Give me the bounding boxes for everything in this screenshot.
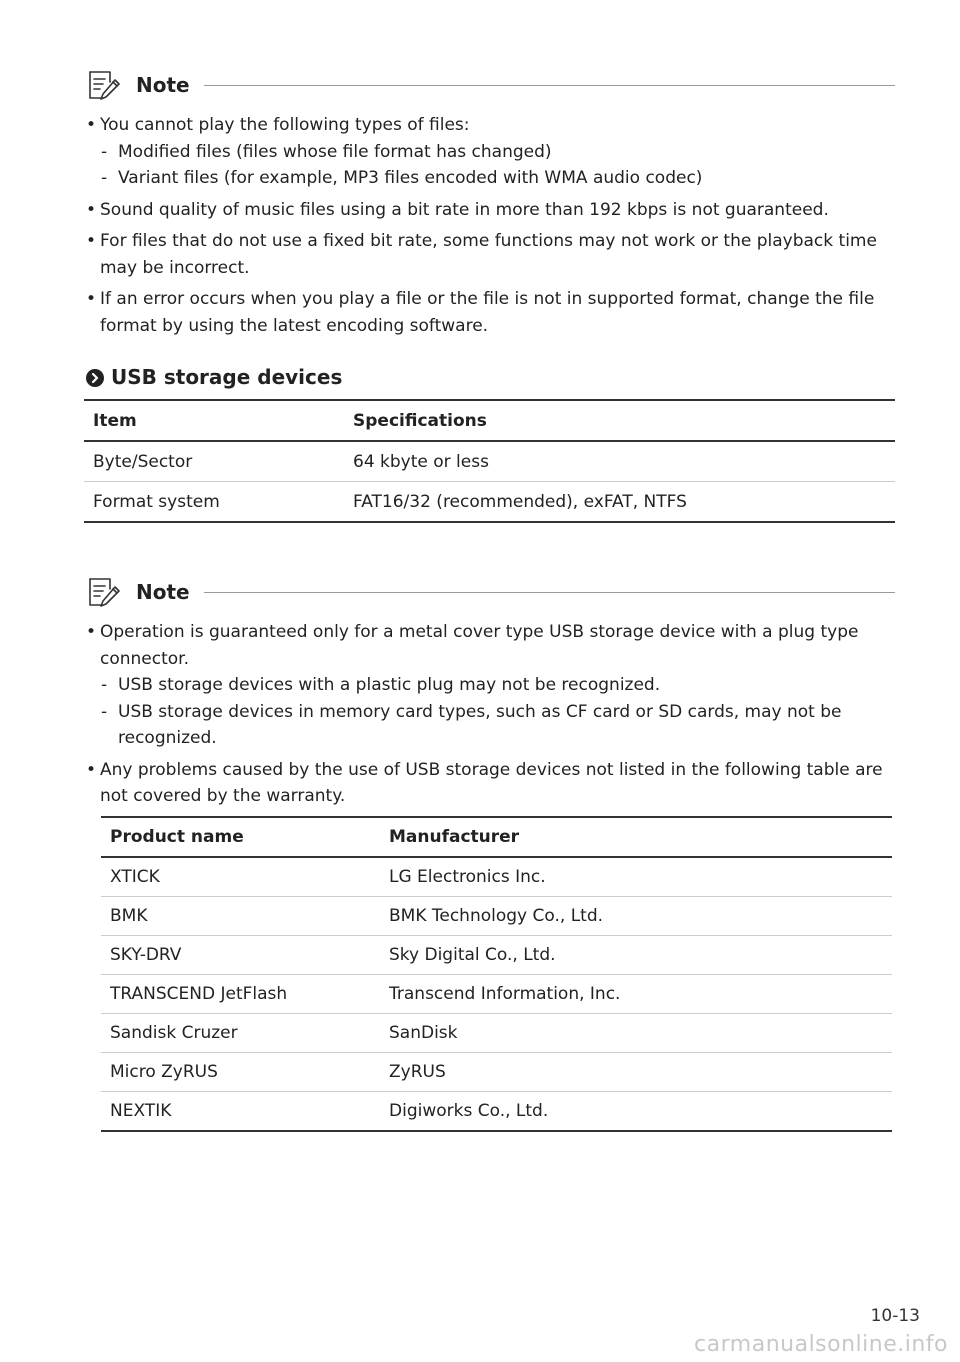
sub-list bbox=[100, 672, 898, 752]
table-row bbox=[101, 897, 892, 936]
table-row bbox=[101, 1053, 892, 1092]
table-row bbox=[101, 857, 892, 897]
table-cell: Byte/Sector bbox=[84, 441, 344, 482]
table-cell: BMK Technology Co., Ltd. bbox=[380, 897, 892, 936]
list-item-text: Operation is guaranteed only for a metal cover type USB storage device with a plug type connector. bbox=[100, 622, 859, 669]
column-header: Product name bbox=[101, 817, 380, 857]
note-pencil-icon bbox=[86, 575, 122, 609]
table-cell: Micro ZyRUS bbox=[101, 1053, 380, 1092]
section-title-text: USB storage devices bbox=[111, 365, 343, 389]
list-item: • For files that do not use a fixed bit rate, some functions may not work or the playback time may be incorrect. bbox=[86, 228, 898, 281]
table-cell: Sandisk Cruzer bbox=[101, 1014, 380, 1053]
table-cell: SanDisk bbox=[380, 1014, 892, 1053]
note-divider bbox=[204, 592, 895, 593]
note-2-list bbox=[86, 619, 898, 815]
table-cell: ZyRUS bbox=[380, 1053, 892, 1092]
section-title bbox=[86, 362, 342, 392]
table-cell: Format system bbox=[84, 482, 344, 523]
table-cell: TRANSCEND JetFlash bbox=[101, 975, 380, 1014]
list-item: • Any problems caused by the use of USB storage devices not listed in the following table are not covered by the warranty. bbox=[86, 757, 898, 810]
list-item bbox=[86, 112, 898, 192]
column-header: Item bbox=[84, 400, 344, 441]
sub-list-item: - Modified files (files whose file format has changed) bbox=[100, 139, 898, 166]
page-number: 10-13 bbox=[870, 1306, 920, 1326]
list-item-text: You cannot play the following types of files: bbox=[100, 115, 470, 135]
note-header-1 bbox=[86, 68, 895, 102]
note-1-list bbox=[86, 112, 898, 344]
table-cell: XTICK bbox=[101, 857, 380, 897]
table-cell: SKY-DRV bbox=[101, 936, 380, 975]
usb-spec-table bbox=[84, 399, 895, 523]
table-cell: Sky Digital Co., Ltd. bbox=[380, 936, 892, 975]
table-cell: Digiworks Co., Ltd. bbox=[380, 1092, 892, 1132]
table-header-row bbox=[101, 817, 892, 857]
list-item bbox=[86, 619, 898, 752]
sub-list-item: - Variant files (for example, MP3 files encoded with WMA audio codec) bbox=[100, 165, 898, 192]
table-cell: BMK bbox=[101, 897, 380, 936]
note-divider bbox=[204, 85, 895, 86]
sub-list bbox=[100, 139, 898, 192]
sub-list-item: - USB storage devices in memory card types, such as CF card or SD cards, may not be recognized. bbox=[100, 699, 898, 752]
note-header-2 bbox=[86, 575, 895, 609]
list-item: • If an error occurs when you play a file or the file is not in supported format, change the file format by using the latest encoding software. bbox=[86, 286, 898, 339]
usb-product-table bbox=[101, 816, 892, 1132]
table-header-row bbox=[84, 400, 895, 441]
table-row bbox=[101, 936, 892, 975]
note-title: Note bbox=[136, 580, 190, 604]
sub-list-item: - USB storage devices with a plastic plug may not be recognized. bbox=[100, 672, 898, 699]
table-cell: NEXTIK bbox=[101, 1092, 380, 1132]
column-header: Manufacturer bbox=[380, 817, 892, 857]
note-pencil-icon bbox=[86, 68, 122, 102]
table-cell: FAT16/32 (recommended), exFAT, NTFS bbox=[344, 482, 895, 523]
table-row bbox=[101, 1092, 892, 1132]
list-item: • Sound quality of music files using a bit rate in more than 192 kbps is not guaranteed. bbox=[86, 197, 898, 224]
table-row bbox=[101, 975, 892, 1014]
table-row bbox=[101, 1014, 892, 1053]
table-row bbox=[84, 482, 895, 523]
chevron-right-circle-icon bbox=[86, 368, 104, 386]
column-header: Specifications bbox=[344, 400, 895, 441]
watermark: carmanualsonline.info bbox=[694, 1332, 948, 1357]
table-cell: Transcend Information, Inc. bbox=[380, 975, 892, 1014]
table-row bbox=[84, 441, 895, 482]
table-cell: LG Electronics Inc. bbox=[380, 857, 892, 897]
table-cell: 64 kbyte or less bbox=[344, 441, 895, 482]
note-title: Note bbox=[136, 73, 190, 97]
